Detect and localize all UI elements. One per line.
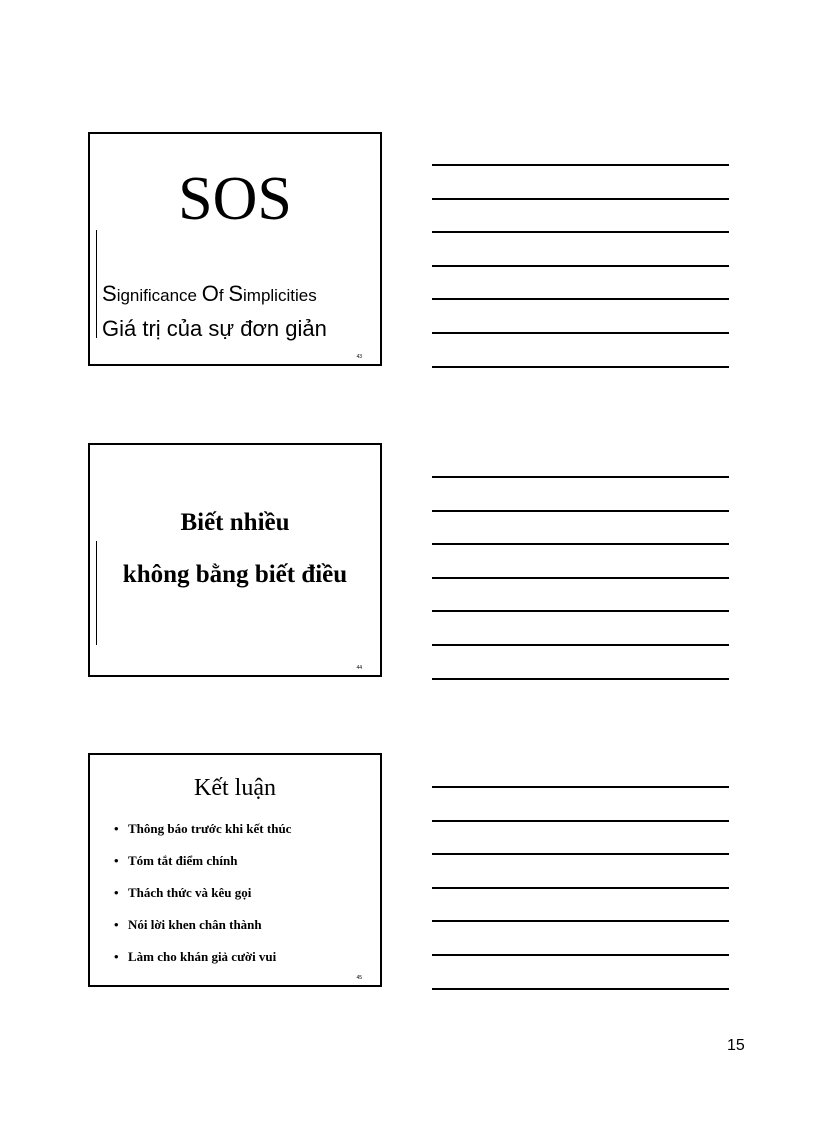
note-line <box>432 366 729 368</box>
bullet-icon: • <box>114 821 119 836</box>
note-line <box>432 786 729 788</box>
bullet-icon: • <box>114 949 119 964</box>
note-line <box>432 610 729 612</box>
slide-heading-line: không bằng biết điều <box>122 561 348 588</box>
slide-43 <box>88 132 382 366</box>
bullet-list <box>114 821 291 981</box>
note-line <box>432 510 729 512</box>
note-line <box>432 920 729 922</box>
slide-subtitle-english <box>102 281 317 306</box>
note-line <box>432 332 729 334</box>
note-line <box>432 231 729 233</box>
slide-subtitle-vietnamese: Giá trị của sự đơn giản <box>102 316 327 341</box>
list-item-text: Nói lời khen chân thành <box>128 917 262 932</box>
slide-45 <box>88 753 382 987</box>
slide-44 <box>88 443 382 677</box>
slide-divider-bar <box>96 541 97 645</box>
note-line <box>432 298 729 300</box>
slide-divider-bar <box>96 230 97 338</box>
note-line <box>432 543 729 545</box>
subtitle-initial: S <box>228 281 244 306</box>
slide-number: 43 <box>356 354 362 360</box>
subtitle-initial: O <box>201 281 219 306</box>
slide-title: Kết luận <box>194 775 276 801</box>
note-line <box>432 476 729 478</box>
note-line <box>432 954 729 956</box>
note-line <box>432 853 729 855</box>
subtitle-word: f <box>218 286 229 305</box>
list-item <box>114 853 291 885</box>
bullet-icon: • <box>114 917 119 932</box>
subtitle-word: implicities <box>243 286 317 305</box>
list-item-text: Làm cho khán giả cười vui <box>128 949 277 964</box>
list-item-text: Tóm tắt điểm chính <box>128 853 238 868</box>
subtitle-initial: S <box>102 281 117 306</box>
note-line <box>432 644 729 646</box>
bullet-icon: • <box>114 853 119 868</box>
note-line <box>432 887 729 889</box>
note-line <box>432 678 729 680</box>
list-item <box>114 917 291 949</box>
list-item-text: Thách thức và kêu gọi <box>128 885 252 900</box>
list-item <box>114 821 291 853</box>
slide-heading-line: Biết nhiều <box>180 509 290 536</box>
list-item <box>114 949 291 981</box>
page-number: 15 <box>727 1037 745 1054</box>
note-line <box>432 164 729 166</box>
note-line <box>432 265 729 267</box>
note-line <box>432 577 729 579</box>
slide-number: 44 <box>356 665 362 671</box>
subtitle-word: ignificance <box>116 286 202 305</box>
slide-number: 45 <box>356 975 362 981</box>
list-item-text: Thông báo trước khi kết thúc <box>128 821 292 836</box>
note-line <box>432 198 729 200</box>
note-line <box>432 820 729 822</box>
slide-title: SOS <box>178 165 292 233</box>
bullet-icon: • <box>114 885 119 900</box>
note-line <box>432 988 729 990</box>
list-item <box>114 885 291 917</box>
